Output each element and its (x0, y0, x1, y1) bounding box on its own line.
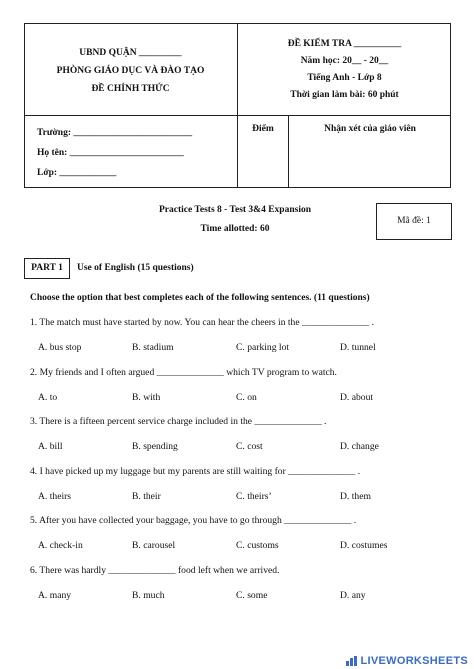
score-label: Điểm (252, 124, 274, 134)
answer-option[interactable]: B. spending (132, 441, 178, 452)
student-info (37, 123, 192, 183)
answer-option[interactable]: C. some (236, 589, 268, 601)
part-label: PART 1 (31, 263, 63, 273)
part-title: Use of English (15 questions) (77, 263, 194, 273)
answer-option[interactable]: A. many (38, 589, 72, 601)
exam-code-box (376, 203, 452, 240)
answer-option[interactable]: A. bill (38, 441, 63, 452)
answer-option[interactable]: D. about (340, 391, 374, 403)
test-time: Time allotted: 60 (200, 224, 270, 234)
question-text: 1. The match must have started by now. You can hear the cheers in the ______________ . (30, 317, 374, 328)
question-text: 5. After you have collected your baggage, you have to go through ______________ . (30, 515, 357, 526)
answer-option[interactable]: B. much (132, 589, 165, 601)
question-text: 4. I have picked up my luggage but my parents are still waiting for ______________ . (30, 465, 361, 477)
answer-option[interactable]: A. bus stop (38, 342, 82, 353)
answer-option[interactable]: B. with (132, 391, 161, 403)
answer-option[interactable]: C. theirs’ (236, 490, 272, 502)
subject-grade: Tiếng Anh - Lớp 8 (307, 73, 382, 83)
question-text: 3. There is a fifteen percent service charge included in the ______________ . (30, 416, 327, 427)
class-field: Lớp: ____________ (37, 168, 117, 178)
question-text: 6. There was hardly ______________ food left when we arrived. (30, 564, 280, 576)
question-text: 2. My friends and I often argued ______________ which TV program to watch. (30, 366, 337, 378)
header-left (24, 44, 237, 98)
district-line: UBND QUẬN _________ (79, 48, 182, 58)
answer-option[interactable]: D. change (340, 441, 379, 452)
liveworksheets-logo-icon (346, 656, 358, 666)
answer-option[interactable]: D. tunnel (340, 342, 376, 353)
answer-option[interactable]: B. stadium (132, 342, 174, 353)
department-line: PHÒNG GIÁO DỤC VÀ ĐÀO TẠO (56, 66, 205, 76)
test-title: Practice Tests 8 - Test 3&4 Expansion (158, 205, 311, 215)
answer-option[interactable]: C. on (236, 391, 257, 403)
brand-text: LIVEWORKSHEETS (360, 655, 468, 667)
answer-option[interactable]: D. costumes (340, 540, 388, 551)
exam-title: ĐỀ KIỂM TRA __________ (287, 39, 402, 49)
teacher-comment-label: Nhận xét của giáo viên (324, 124, 416, 134)
answer-option[interactable]: A. check-in (38, 540, 83, 551)
header-right (238, 36, 451, 104)
answer-option[interactable]: C. cost (236, 441, 263, 452)
answer-option[interactable]: A. theirs (38, 490, 72, 502)
instruction: Choose the option that best completes each of the following sentences. (11 questions) (30, 293, 370, 303)
school-year: Năm học: 20__ - 20__ (300, 56, 389, 66)
official-line: ĐỀ CHÍNH THỨC (91, 84, 170, 94)
answer-option[interactable]: D. them (340, 490, 371, 502)
answer-option[interactable]: B. their (132, 490, 161, 502)
name-field: Họ tên: ________________________ (37, 148, 184, 158)
answer-option[interactable]: C. parking lot (236, 342, 290, 353)
exam-code: Mã đề: 1 (397, 216, 431, 226)
answer-option[interactable]: B. carousel (132, 540, 176, 551)
duration: Thời gian làm bài: 60 phút (290, 90, 399, 100)
school-field: Trường: _________________________ (37, 128, 193, 138)
part-label-box (24, 258, 70, 279)
header-divider-horizontal (24, 115, 451, 116)
liveworksheets-brand (346, 655, 469, 667)
answer-option[interactable]: D. any (340, 589, 366, 601)
answer-option[interactable]: C. customs (236, 540, 279, 551)
answer-option[interactable]: A. to (38, 391, 58, 403)
